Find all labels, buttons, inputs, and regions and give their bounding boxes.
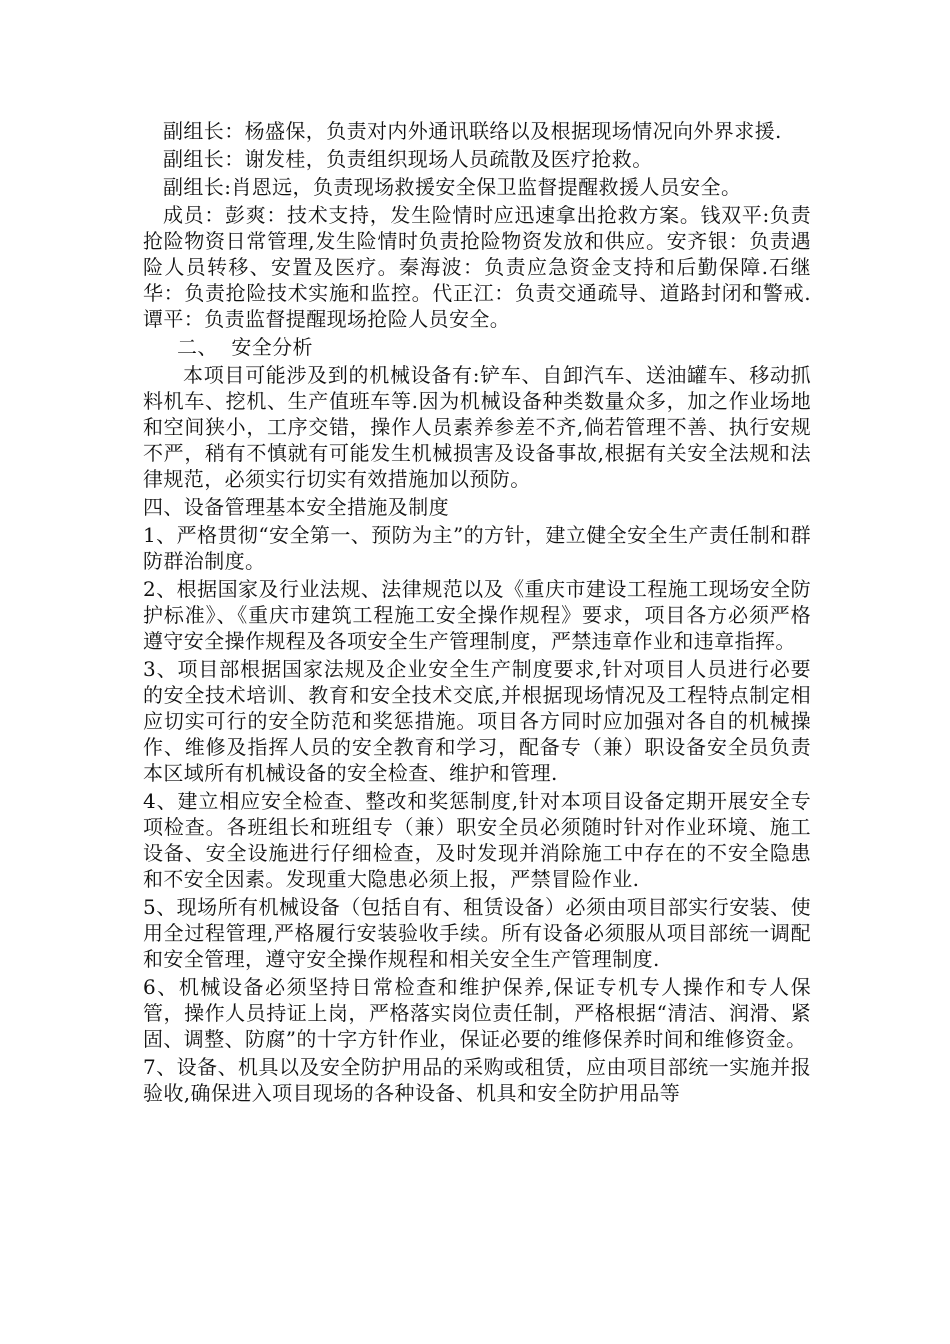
members-paragraph: 成员：彭爽：技术支持，发生险情时应迅速拿出抢救方案。钱双平:负责抢险物资日常管理,发生险情时负责抢险物资发放和供应。安齐银：负责遇险人员转移、安置及医疗。秦海波：负责应急资金支持和后勤保障.石继华：负责抢险技术实施和监控。代正江：负责交通疏导、道路封闭和警戒.谭平：负责监督提醒现场抢险人员安全。 [143,203,811,331]
measure-item-1: 1、严格贯彻“安全第一、预防为主”的方针，建立健全安全生产责任制和群防群治制度。 [143,523,811,573]
measure-item-6: 6、机械设备必须坚持日常检查和维护保养,保证专机专人操作和专人保管，操作人员持证上岗，严格落实岗位责任制，严格根据“清洁、润滑、紧固、调整、防腐”的十字方针作业，保证必要的维修保养时间和维修资金。 [143,975,811,1051]
deputy-leader-3-paragraph: 副组长:肖恩远，负责现场救援安全保卫监督提醒救援人员安全。 [163,175,742,199]
document-page [143,118,811,1108]
measure-item-2: 2、根据国家及行业法规、法律规范以及《重庆市建设工程施工现场安全防护标准》、《重庆市建筑工程施工安全操作规程》要求，项目各方必须严格遵守安全操作规程及各项安全生产管理制度，严禁违章作业和违章指挥。 [143,577,811,653]
section-heading-measures: 四、设备管理基本安全措施及制度 [143,495,449,519]
deputy-leader-1-paragraph: 副组长：杨盛保，负责对内外通讯联络以及根据现场情况向外界求援. [163,119,782,143]
measure-item-5: 5、现场所有机械设备（包括自有、租赁设备）必须由项目部实行安装、使用全过程管理,严格履行安装验收手续。所有设备必须服从项目部统一调配和安全管理，遵守安全操作规程和相关安全生产管理制度. [143,895,811,971]
measure-item-3: 3、项目部根据国家法规及企业安全生产制度要求,针对项目人员进行必要的安全技术培训、教育和安全技术交底,并根据现场情况及工程特点制定相应切实可行的安全防范和奖惩措施。项目各方同时应加强对各自的机械操作、维修及指挥人员的安全教育和学习，配备专（兼）职设备安全员负责本区域所有机械设备的安全检查、维护和管理. [143,657,811,785]
deputy-leader-2-paragraph: 副组长：谢发桂，负责组织现场人员疏散及医疗抢救。 [163,147,653,171]
section-heading-safety-analysis: 二、 安全分析 [177,335,313,359]
measure-item-7: 7、设备、机具以及安全防护用品的采购或租赁，应由项目部统一实施并报验收,确保进入项目现场的各种设备、机具和安全防护用品等 [143,1055,811,1105]
safety-analysis-paragraph: 本项目可能涉及到的机械设备有:铲车、自卸汽车、送油罐车、移动抓料机车、挖机、生产值班车等.因为机械设备种类数量众多，加之作业场地和空间狭小，工序交错，操作人员素养参差不齐,倘若管理不善、执行安规不严，稍有不慎就有可能发生机械损害及设备事故,根据有关安全法规和法律规范，必须实行切实有效措施加以预防。 [143,363,811,491]
measure-item-4: 4、建立相应安全检查、整改和奖惩制度,针对本项目设备定期开展安全专项检查。各班组长和班组专（兼）职安全员必须随时针对作业环境、施工设备、安全设施进行仔细检查，及时发现并消除施工中存在的不安全隐患和不安全因素。发现重大隐患必须上报，严禁冒险作业. [143,789,811,891]
